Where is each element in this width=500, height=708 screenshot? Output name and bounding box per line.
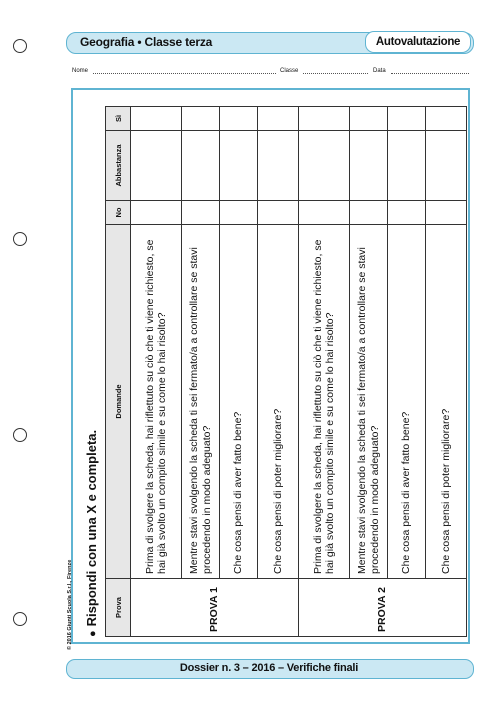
table-row	[182, 107, 220, 637]
data-label: Data	[373, 68, 386, 74]
answer-no-cell[interactable]	[299, 201, 350, 225]
question-text: Che cosa pensi di poter migliorare?	[258, 225, 299, 579]
footer-text: Dossier n. 3 – 2016 – Verifiche finali	[179, 662, 359, 674]
subject-title: Geografia • Classe terza	[80, 35, 213, 49]
classe-label: Classe	[280, 68, 299, 74]
answer-si-cell[interactable]	[258, 107, 299, 131]
answer-abbastanza-cell[interactable]	[131, 131, 182, 201]
answer-abbastanza-cell[interactable]	[220, 131, 258, 201]
question-text: Che cosa pensi di aver fatto bene?	[220, 225, 258, 579]
answer-abbastanza-cell[interactable]	[350, 131, 388, 201]
answer-abbastanza-cell[interactable]	[258, 131, 299, 201]
header-no: No	[106, 201, 131, 225]
answer-si-cell[interactable]	[131, 107, 182, 131]
table-row	[388, 107, 426, 637]
question-text: Che cosa pensi di poter migliorare?	[426, 225, 467, 579]
header-prova: Prova	[106, 579, 131, 637]
answer-no-cell[interactable]	[350, 201, 388, 225]
prova-label: PROVA 2	[299, 579, 467, 637]
answer-si-cell[interactable]	[220, 107, 258, 131]
instruction-text: Rispondi con una X e completa.	[84, 429, 99, 627]
answer-si-cell[interactable]	[350, 107, 388, 131]
answer-abbastanza-cell[interactable]	[426, 131, 467, 201]
answer-no-cell[interactable]	[182, 201, 220, 225]
table-row	[426, 107, 467, 637]
header-domande: Domande	[106, 225, 131, 579]
question-text: Prima di svolgere la scheda, hai riflettuto su ciò che ti viene richiesto, se hai già svolto un compito simile e su come lo hai risolto?	[299, 225, 350, 579]
answer-si-cell[interactable]	[388, 107, 426, 131]
table-row	[299, 107, 350, 637]
table-row	[131, 107, 182, 637]
header-si: Sì	[106, 107, 131, 131]
binder-hole	[13, 232, 27, 246]
answer-no-cell[interactable]	[258, 201, 299, 225]
bullet-icon: ●	[87, 630, 99, 637]
question-text: Prima di svolgere la scheda, hai riflettuto su ciò che ti viene richiesto, se hai già svolto un compito simile e su come lo hai risolto?	[131, 225, 182, 579]
self-assessment-table	[105, 106, 467, 637]
answer-si-cell[interactable]	[299, 107, 350, 131]
classe-field[interactable]	[303, 73, 368, 74]
header-abbastanza: Abbastanza	[106, 131, 131, 201]
binder-hole	[13, 428, 27, 442]
data-field[interactable]	[391, 73, 469, 74]
answer-no-cell[interactable]	[388, 201, 426, 225]
answer-si-cell[interactable]	[426, 107, 467, 131]
answer-si-cell[interactable]	[182, 107, 220, 131]
table-row	[258, 107, 299, 637]
answer-abbastanza-cell[interactable]	[388, 131, 426, 201]
binder-hole	[13, 39, 27, 53]
table-row	[350, 107, 388, 637]
answer-no-cell[interactable]	[426, 201, 467, 225]
answer-abbastanza-cell[interactable]	[299, 131, 350, 201]
question-text: Che cosa pensi di aver fatto bene?	[388, 225, 426, 579]
binder-hole	[13, 612, 27, 626]
table-header-row	[106, 107, 131, 637]
table-row	[220, 107, 258, 637]
answer-abbastanza-cell[interactable]	[182, 131, 220, 201]
nome-field[interactable]	[93, 73, 276, 74]
question-text: Mentre stavi svolgendo la scheda ti sei fermato/a a controllare se stavi procedendo in modo adeguato?	[182, 225, 220, 579]
answer-no-cell[interactable]	[131, 201, 182, 225]
prova-label: PROVA 1	[131, 579, 299, 637]
copyright-notice: © 2016 Giunti Scuola S.r.l., Firenze	[67, 559, 73, 650]
section-tag: Autovalutazione	[365, 31, 471, 53]
rotated-content	[81, 107, 459, 637]
nome-label: Nome	[72, 68, 89, 74]
instruction	[81, 430, 103, 637]
question-text: Mentre stavi svolgendo la scheda ti sei fermato/a a controllare se stavi procedendo in modo adeguato?	[350, 225, 388, 579]
answer-no-cell[interactable]	[220, 201, 258, 225]
